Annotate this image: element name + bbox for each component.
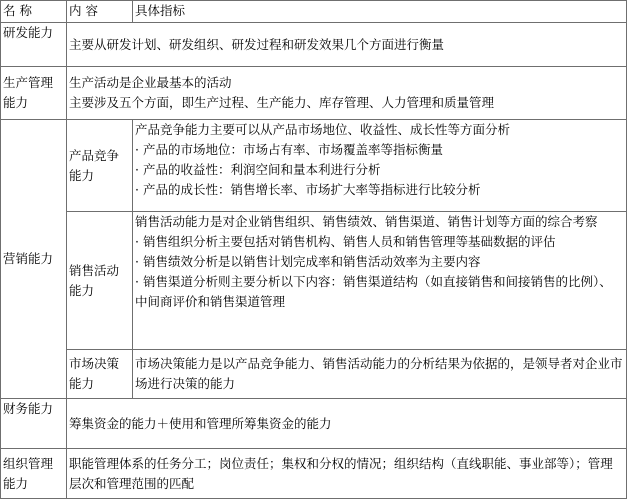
marketing-product-content: 产品竞争能力 bbox=[67, 120, 133, 212]
row-finance bbox=[1, 399, 627, 449]
header-content: 内 容 bbox=[67, 1, 133, 23]
row-marketing-sales bbox=[1, 212, 627, 350]
sales-line-2: · 销售组织分析主要包括对销售机构、销售人员和销售管理等基础数据的评估 bbox=[135, 234, 556, 249]
marketing-sales-content: 销售活动能力 bbox=[67, 212, 133, 350]
rnd-indicator: 主要从研发计划、研发组织、研发过程和研发效果几个方面进行衡量 bbox=[67, 23, 627, 67]
product-line-4: · 产品的成长性：销售增长率、市场扩大率等指标进行比较分析 bbox=[135, 182, 481, 197]
header-indicator: 具体指标 bbox=[133, 1, 627, 23]
product-line-3: · 产品的收益性：利润空间和量本利进行分析 bbox=[135, 162, 381, 177]
row-marketing-product bbox=[1, 120, 627, 212]
product-line-2: · 产品的市场地位：市场占有率、市场覆盖率等指标衡量 bbox=[135, 142, 443, 157]
header-name: 名 称 bbox=[1, 1, 67, 23]
row-rnd bbox=[1, 23, 627, 67]
marketing-decision-indicator: 市场决策能力是以产品竞争能力、销售活动能力的分析结果为依据的，是领导者对企业市场进行决策的能力 bbox=[133, 350, 627, 399]
sales-line-1: 销售活动能力是对企业销售组织、销售绩效、销售渠道、销售计划等方面的综合考察 bbox=[135, 214, 598, 229]
organization-name: 组织管理能力 bbox=[1, 449, 67, 499]
rnd-name: 研发能力 bbox=[1, 23, 67, 67]
production-indicator bbox=[67, 67, 627, 120]
production-name: 生产管理能力 bbox=[1, 67, 67, 120]
sales-line-4: · 销售渠道分析则主要分析以下内容：销售渠道结构（如直接销售和间接销售的比例）、中间商评价和销售渠道管理 bbox=[135, 274, 612, 309]
marketing-name: 营销能力 bbox=[1, 120, 67, 399]
production-line-1: 生产活动是企业最基本的活动 bbox=[69, 75, 232, 90]
organization-indicator: 职能管理体系的任务分工；岗位责任；集权和分权的情况；组织结构（直线职能、事业部等）；管理层次和管理范围的匹配 bbox=[67, 449, 627, 499]
row-marketing-decision bbox=[1, 350, 627, 399]
marketing-decision-content: 市场决策能力 bbox=[67, 350, 133, 399]
row-production bbox=[1, 67, 627, 120]
header-row bbox=[1, 1, 627, 23]
marketing-sales-indicator bbox=[133, 212, 627, 350]
production-line-2: 主要涉及五个方面，即生产过程、生产能力、库存管理、人力管理和质量管理 bbox=[69, 95, 495, 110]
marketing-product-indicator bbox=[133, 120, 627, 212]
finance-indicator: 筹集资金的能力＋使用和管理所筹集资金的能力 bbox=[67, 399, 627, 449]
product-line-1: 产品竞争能力主要可以从产品市场地位、收益性、成长性等方面分析 bbox=[135, 122, 511, 137]
finance-name: 财务能力 bbox=[1, 399, 67, 449]
sales-line-3: · 销售绩效分析是以销售计划完成率和销售活动效率为主要内容 bbox=[135, 254, 481, 269]
row-organization bbox=[1, 449, 627, 499]
